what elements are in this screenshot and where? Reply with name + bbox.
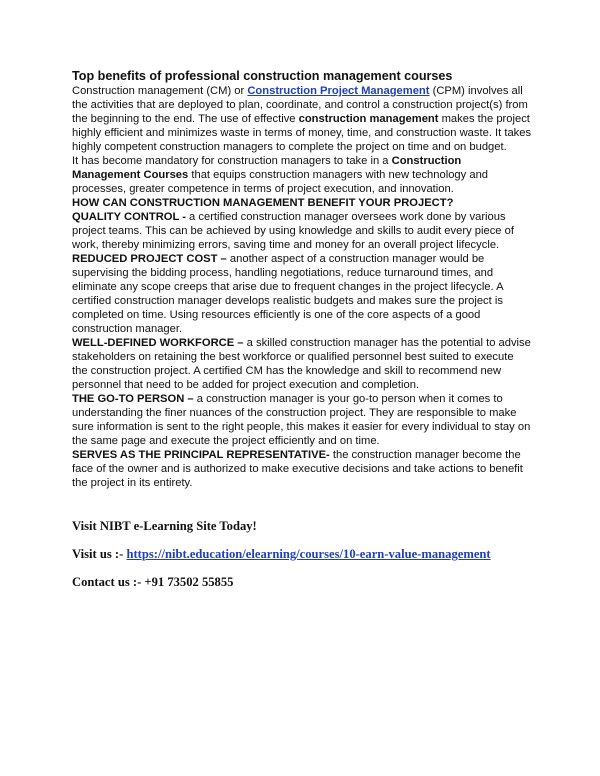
benefit-text: a construction manager is your go-to person when it comes to understanding the finer nuances of the construction project. They are responsible to make sure information is sent to the right people, this makes it easier for every individual to stay on the same page and execute the project efficiently and on time. [72,393,531,447]
benefit-text: a skilled construction manager has the potential to advise stakeholders on retaining the best workforce or qualified personnel best suited to execute the construction project. A certified CM has the knowledge and skill to recommend new personnel that need to be added for project execution and completion. [72,337,531,391]
cpm-link[interactable]: Construction Project Management [247,85,430,97]
benefit-heading: WELL-DEFINED WORKFORCE – [72,337,244,349]
intro-text-1: Construction management (CM) or [72,85,248,97]
mandatory-paragraph [72,154,532,196]
visit-site-line: Visit NIBT e-Learning Site Today! [72,519,257,533]
benefit-text: a certified construction manager oversees work done by various project teams. This can be achieved by using knowledge and skills to audit every piece of work, thereby minimizing errors, saving time and money for an overall project lifecycle. [72,211,514,251]
benefit-quality-control [72,210,532,252]
intro-text-3: makes the project highly efficient and minimizes waste in terms of money, time, and construction waste. It takes highly competent construction managers to complete the project on time and on budget. [72,113,532,153]
document-title: Top benefits of professional construction management courses [72,69,453,83]
benefit-heading: THE GO-TO PERSON – [72,393,194,405]
benefit-heading: REDUCED PROJECT COST – [72,253,227,265]
document-page [72,68,532,590]
section-heading: HOW CAN CONSTRUCTION MANAGEMENT BENEFIT YOUR PROJECT? [72,197,454,209]
benefit-heading: QUALITY CONTROL - [72,211,186,223]
contact-line: Contact us :- +91 73502 55855 [72,575,234,589]
intro-bold: construction management [298,113,439,125]
mandatory-text-1: It has become mandatory for construction managers to take in a [72,155,392,167]
mandatory-bold: Construction Management Courses [72,155,462,181]
benefit-text: another aspect of a construction manager would be supervising the bidding process, handling negotiations, reduce turnaround times, and eliminate any scope creeps that arise due to frequent changes in the project lifecycle. A certified construction manager develops realistic budgets and makes sure the project is completed on time. Using resources efficiently is one of the core aspects of a good construction manager. [72,253,503,335]
mandatory-text-2: that equips construction managers with new technology and processes, greater competence in terms of project execution, and innovation. [72,169,489,195]
visit-url-line [72,546,532,562]
benefit-text: the construction manager become the face of the owner and is authorized to make executive decisions and take actions to benefit the project in its entirety. [72,449,523,489]
course-url-link[interactable]: https://nibt.education/elearning/courses/10-earn-value-management [126,547,491,561]
benefit-go-to-person [72,392,532,448]
intro-paragraph [72,84,532,154]
visit-label: Visit us :- [72,547,127,561]
benefit-heading: SERVES AS THE PRINCIPAL REPRESENTATIVE- [72,449,330,461]
benefit-workforce [72,336,532,392]
benefit-reduced-cost [72,252,532,336]
benefit-principal-rep [72,448,532,490]
intro-text-2: (CPM) involves all the activities that are deployed to plan, coordinate, and control a construction project(s) from the beginning to the end. The use of effective [72,85,528,125]
